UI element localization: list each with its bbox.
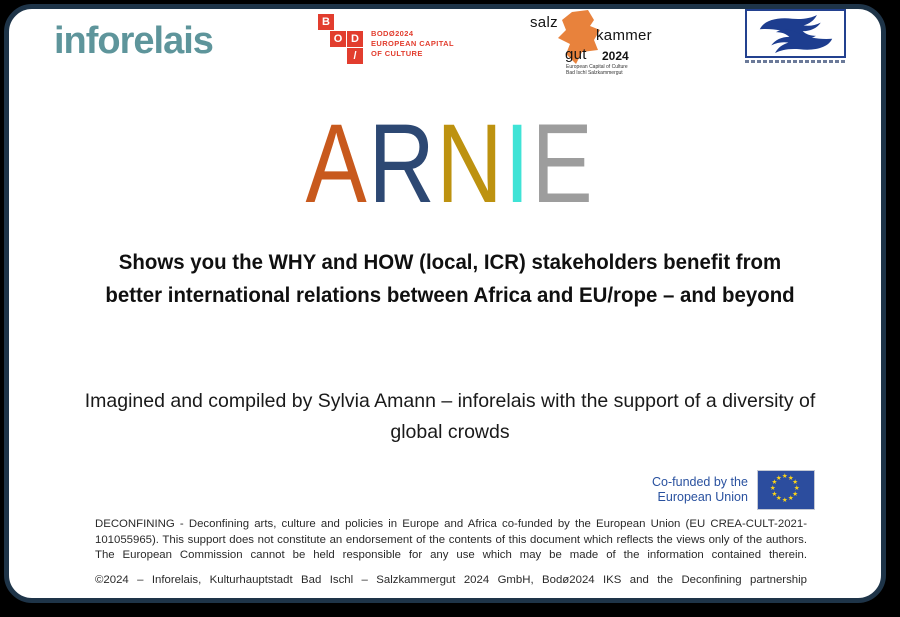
subtitle-line1: Shows you the WHY and HOW (local, ICR) stakeholders benefit from xyxy=(118,250,782,274)
eu-funding-line2: European Union xyxy=(657,490,748,504)
inforelais-logo: inforelais xyxy=(54,20,213,62)
bodo-logo-text xyxy=(371,29,454,59)
eu-funding-line1: Co-funded by the xyxy=(652,475,748,489)
bodo-logo-title: BODØ2024 xyxy=(371,29,414,38)
salz-word: salz xyxy=(530,14,558,31)
title-letter: E xyxy=(531,101,595,226)
disclaimer-text: DECONFINING - Deconfining arts, culture and policies in Europe and Africa co-funded by the European Union (EU CREA-CULT-2021-101055965). This support does not constitute an endorsement of the contents of this document which reflects the views only of the authors. The European Commission cannot be held responsible for any use which may be made of the information contained therein. xyxy=(95,518,807,562)
subtitle xyxy=(70,246,830,312)
deconfining-logo xyxy=(745,9,846,58)
eu-star-icon: ★ xyxy=(792,479,799,486)
page-title xyxy=(81,101,819,226)
bodo2024-logo xyxy=(318,13,454,67)
bodo-block-icon: / xyxy=(347,48,363,64)
title-letter: N xyxy=(436,101,505,226)
eu-star-icon: ★ xyxy=(787,495,794,503)
eu-star-icon: ★ xyxy=(771,491,778,498)
eu-star-icon: ★ xyxy=(781,473,788,480)
bodo-block-icon: O xyxy=(330,31,346,47)
eu-star-icon: ★ xyxy=(781,497,788,504)
title-letter: R xyxy=(368,101,437,226)
gut-word: gut xyxy=(565,46,587,63)
eu-star-icon: ★ xyxy=(793,485,800,492)
salzkammergut-logo xyxy=(520,8,660,80)
salz-caption xyxy=(566,64,628,76)
eu-star-icon: ★ xyxy=(771,479,778,486)
deconfining-logo-caption xyxy=(745,60,846,63)
bodo-logo-line3: OF CULTURE xyxy=(371,49,423,58)
salz-year: 2024 xyxy=(602,49,629,63)
title-letter: I xyxy=(504,101,532,226)
bodo-logo-line2: EUROPEAN CAPITAL xyxy=(371,39,454,48)
subtitle-line2: better international relations between Africa and EU/rope – and beyond xyxy=(105,283,795,307)
byline-line1: Imagined and compiled by Sylvia Amann – inforelais with the support of a diversity of xyxy=(84,390,816,412)
salz-caption-line1: European Capital of Culture xyxy=(566,64,628,70)
salz-caption-line2: Bad Ischl Salzkammergut xyxy=(566,70,623,76)
swallows-icon xyxy=(750,14,842,54)
eu-star-icon: ★ xyxy=(787,474,794,482)
eu-star-icon: ★ xyxy=(792,491,799,498)
title-letter: A xyxy=(305,101,369,226)
eu-star-icon: ★ xyxy=(775,474,782,482)
byline xyxy=(50,386,850,448)
eu-funding-block xyxy=(652,470,815,510)
byline-line2: global crowds xyxy=(390,421,510,443)
eu-flag-icon xyxy=(757,470,815,510)
eu-funding-label xyxy=(652,475,748,505)
bodo-block-icon: B xyxy=(318,14,334,30)
bodo-block-icon: D xyxy=(347,31,363,47)
eu-star-icon: ★ xyxy=(769,485,776,492)
copyright-text: ©2024 – Inforelais, Kulturhauptstadt Bad Ischl – Salzkammergut 2024 GmbH, Bodø2024 IKS and the Deconfining partnership xyxy=(95,574,807,586)
kammer-word: kammer xyxy=(596,27,652,44)
eu-star-icon: ★ xyxy=(775,495,782,503)
